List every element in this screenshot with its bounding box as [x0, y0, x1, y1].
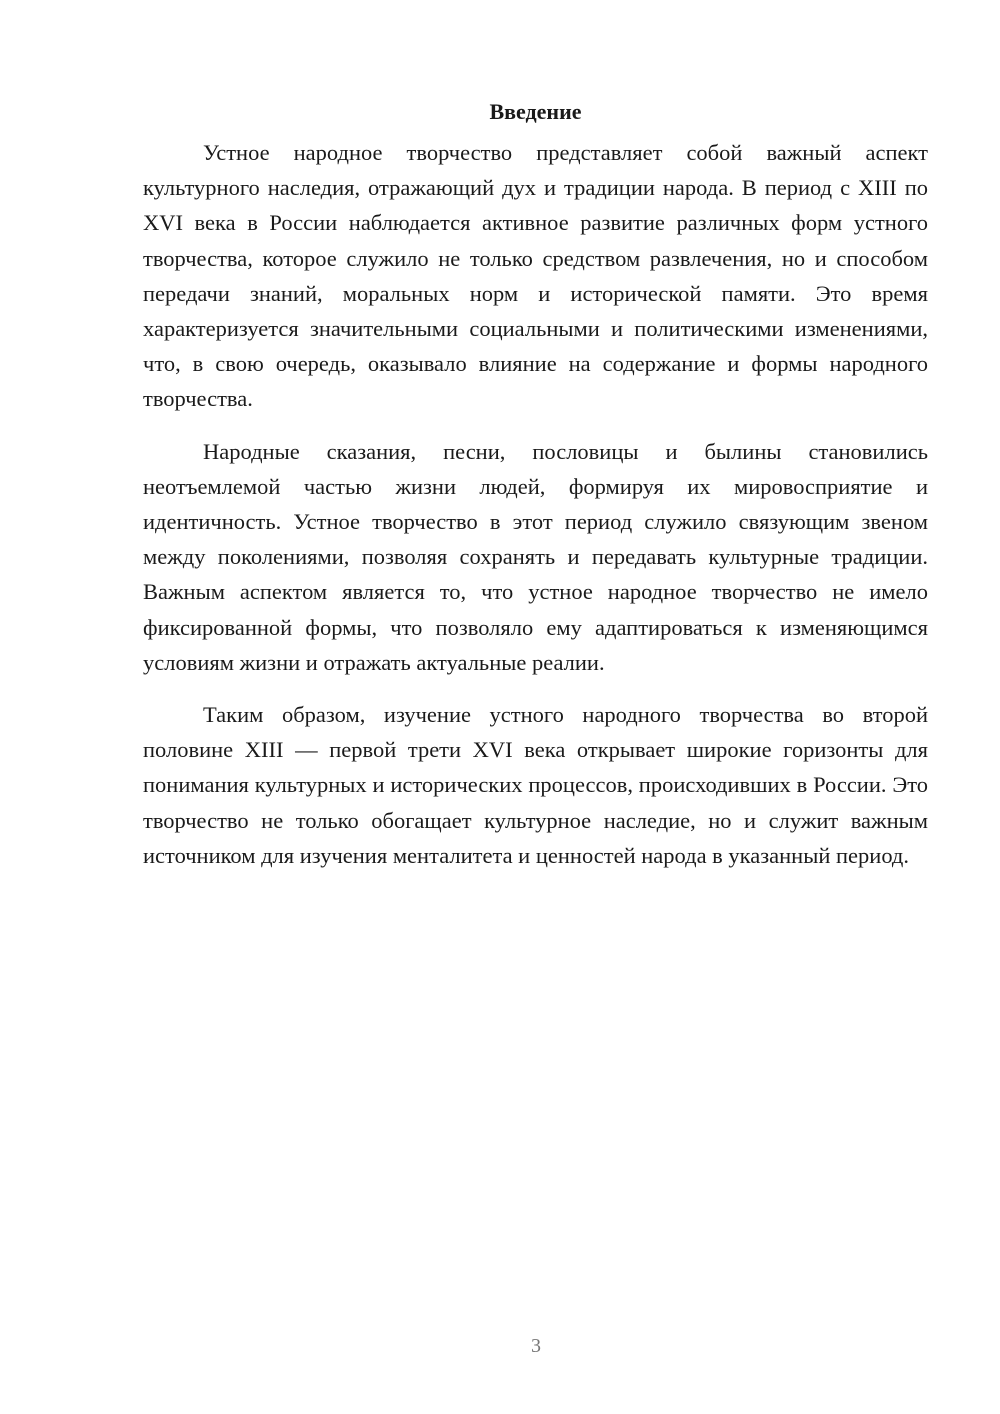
page-content — [143, 94, 928, 890]
page-number: 3 — [531, 1335, 541, 1357]
section-title: Введение — [489, 99, 582, 124]
paragraph-3: Таким образом, изучение устного народного творчества во второй половине XIII — первой трети XVI века открывает широкие горизонты для понимания культурных и исторических процессов, происходивших в России. Это творчество не только обогащает культурное наследие, но и служит важным источником для изучения менталитета и ценностей народа в указанный период. — [143, 702, 928, 868]
paragraph-1: Устное народное творчество представляет собой важный аспект культурного наследия, отражающий дух и традиции народа. В период с XIII по XVI века в России наблюдается активное развитие различных форм устного творчества, которое служило не только средством развлечения, но и способом передачи знаний, моральных норм и исторической памяти. Это время характеризуется значительными социальными и политическими изменениями, что, в свою очередь, оказывало влияние на содержание и формы народного творчества. — [143, 140, 928, 412]
paragraph-2: Народные сказания, песни, пословицы и былины становились неотъемлемой частью жизни людей, формируя их мировосприятие и идентичность. Устное творчество в этот период служило связующим звеном между поколениями, позволяя сохранять и передавать культурные традиции. Важным аспектом является то, что устное народное творчество не имело фиксированной формы, что позволяло ему адаптироваться к изменяющимся условиям жизни и отражать актуальные реалии. — [143, 438, 928, 675]
